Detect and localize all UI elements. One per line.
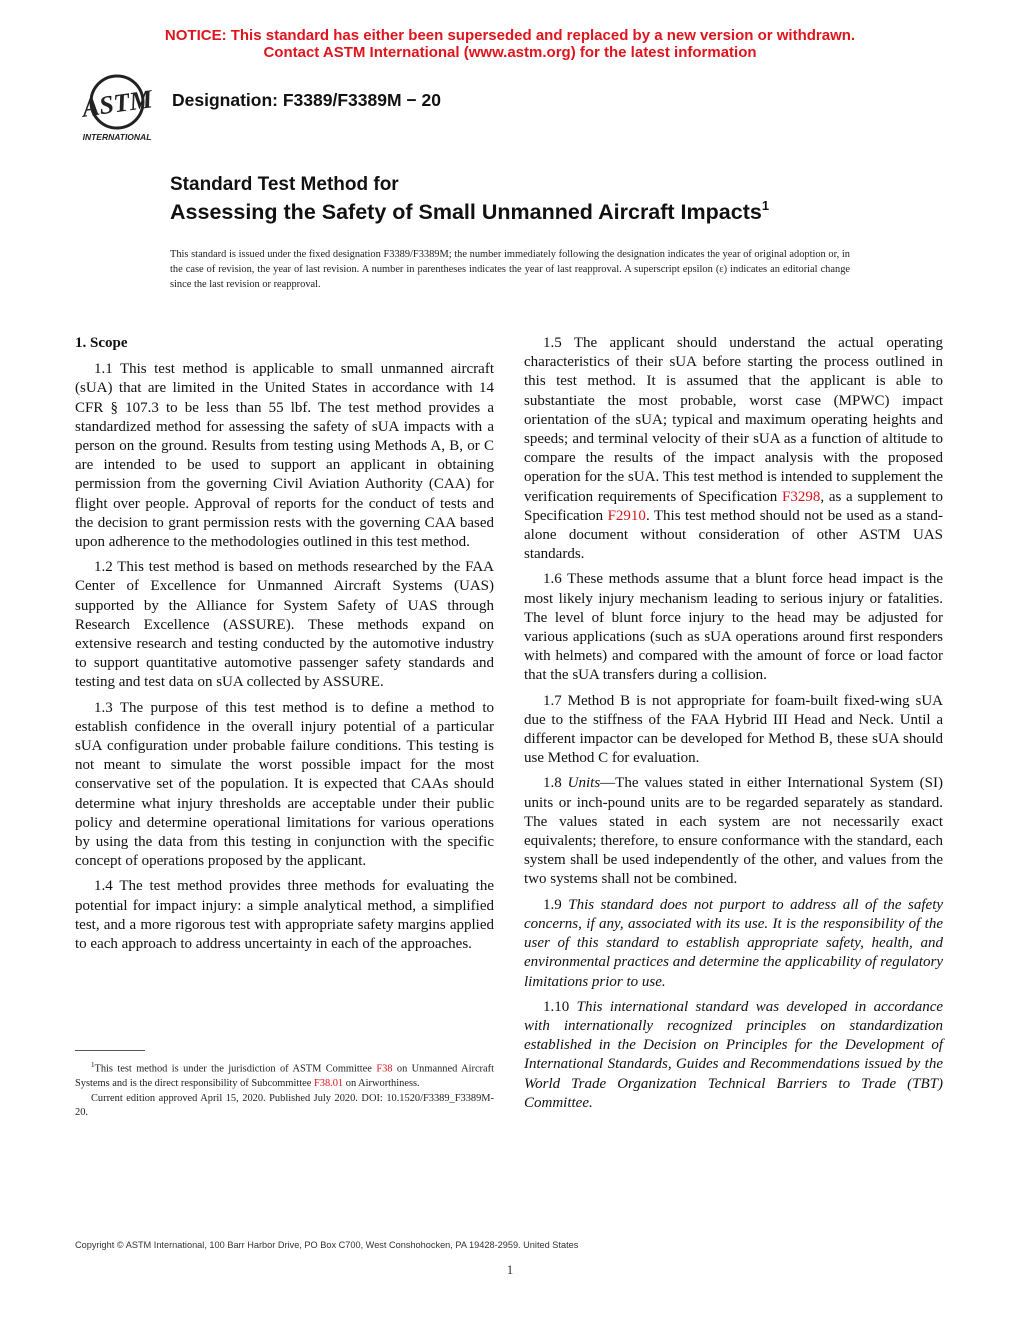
paragraph-1-8-text: —The values stated in either International System (SI) units or inch-pound units are to be regarded separately as standard. The values stated in each system are not necessarily exact equivalents; therefore, to ensure conformance with the standard, each system shall be used independently of the other, and values from the two systems shall not be combined. [524,775,944,888]
designation: Designation: F3389/F3389M − 20 [172,90,441,110]
reference-link-f2910[interactable]: F2910 [607,507,646,524]
paragraph-1-8-number: 1.8 [543,775,562,792]
section-heading-scope: 1. Scope [75,335,128,351]
paragraph-1-7: 1.7 Method B is not appropriate for foam-built fixed-wing sUA due to the stiffness of the FAA Hybrid III Head and Neck. Until a different impactor can be developed for Method B, these sUA should use Method C for evaluation. [524,692,943,767]
footnote-divider [75,1050,145,1051]
paragraph-1-8 [524,774,943,889]
footnote-1-text-c: on Airworthiness. [345,1077,420,1089]
page-number: 1 [506,1262,514,1277]
astm-logo [72,72,162,144]
paragraph-1-10 [524,998,943,1113]
paragraph-1-8-label: Units [567,775,601,792]
reference-link-f38[interactable]: F38 [376,1063,393,1075]
paragraph-1-1: 1.1 This test method is applicable to small unmanned aircraft (sUA) that are limited in the United States in accordance with 14 CFR § 107.3 to be less than 55 lbf. The test method provides a standardized method for assessing the safety of sUA impacts with a person on the ground. Results from testing using Methods A, B, or C are intended to be used to support an applicant in obtaining permission from the governing Civil Aviation Authority (CAA) for flight over people. Approval of reports for the conduct of tests and the decision to grant permission rests with the governing CAA based upon adherence to the methodologies outlined in this test method. [75,361,494,551]
footnote-1-text-a: This test method is under the jurisdiction of ASTM Committee [94,1063,372,1075]
title-footnote-mark: 1 [761,198,770,213]
notice-banner [0,27,1020,61]
logo-caption: INTERNATIONAL [82,132,152,142]
paragraph-1-10-number: 1.10 [543,998,570,1015]
paragraph-1-2: 1.2 This test method is based on methods researched by the FAA Center of Excellence for Unmanned Aircraft Systems (UAS) supported by the Alliance for System Safety of UAS through Research Excellence (ASSURE). These methods expand on extensive research and testing conducted by the automotive industry to support quantitative automotive passenger safety standards and testing and test data on sUA collected by ASSURE. [75,559,494,691]
title-line-2 [170,198,769,225]
reference-link-f38-01[interactable]: F38.01 [313,1077,344,1089]
paragraph-1-5-text-a: 1.5 The applicant should understand the actual operating characteristics of their sUA before starting the process outlined in this test method. It is assumed that the applicant is able to substantiate the most probable, worst case (MPWC) impact orientation of the sUA; typical and maximum operating heights and speeds; and terminal velocity of their sUA as a function of altitude to compare the results of the impact analysis with the proposed operation for the sUA. This test method is intended to supplement the verification requirements of Specification [524,335,943,505]
title-line-1: Standard Test Method for [170,174,399,195]
paragraph-1-6: 1.6 These methods assume that a blunt force head impact is the most likely injury mechanism leading to serious injury or fatalities. The level of blunt force injury to the head may be adjusted for various applications (such as sUA operations around first responders with helmets) and compared with the amount of force or load factor that the sUA transfers during a collision. [524,571,943,684]
issuance-note: This standard is issued under the fixed designation F3389/F3389M; the number immediately following the designation indicates the year of original adoption or, in the case of revision, the year of last revision. A number in parentheses indicates the year of last reapproval. A superscript epsilon (ε) indicates an editorial change since the last revision or reapproval. [170,249,850,290]
logo-mark: ASTM [80,84,155,123]
footnote-1-mark: 1 [91,1061,95,1069]
left-column [75,334,494,960]
paragraph-1-10-text: This international standard was developed in accordance with internationally recognized principles on standardization established in the Decision on Principles for the Development of International Standards, Guides and Recommendations issued by the World Trade Organization Technical Barriers to Trade (TBT) Committee. [524,998,944,1111]
title-text: Assessing the Safety of Small Unmanned Aircraft Impacts [170,200,762,224]
footnote-1 [75,1058,494,1091]
reference-link-f3298[interactable]: F3298 [782,488,821,505]
paragraph-1-9-text: This standard does not purport to address all of the safety concerns, if any, associated with its use. It is the responsibility of the user of this standard to establish appropriate safety, health, and environmental practices and determine the applicability of regulatory limitations prior to use. [524,896,944,990]
footnotes [75,1058,494,1121]
paragraph-1-5 [524,334,943,564]
paragraph-1-3: 1.3 The purpose of this test method is to define a method to establish confidence in the overall injury potential of a particular sUA configuration under probable failure conditions. This testing is not meant to simulate the worst possible impact for the most conservative set of the population. It is expected that CAAs should determine what injury thresholds are acceptable under their public policy and determine operational limitations for various operations by using the data from this testing in conjunction with the specific concept of operations proposed by the applicant. [75,699,494,870]
notice-line-2: Contact ASTM International (www.astm.org) for the latest information [263,44,757,61]
notice-line-1: NOTICE: This standard has either been superseded and replaced by a new version or withdrawn. [164,27,856,44]
footnote-2: Current edition approved April 15, 2020. Published July 2020. DOI: 10.1520/F3389_F3389M-20. [75,1092,494,1119]
footnote-1-text-b: on Unmanned Aircraft Systems and is the direct responsibility of Subcommittee [75,1063,494,1089]
right-column [524,334,943,1119]
paragraph-1-5-text-b: , as a supplement to Specification [524,488,943,524]
paragraph-1-9 [524,896,943,992]
paragraph-1-5-text-c: . This test method should not be used as a stand-alone document without consideration of other ASTM UAS standards. [524,507,944,563]
paragraph-1-4: 1.4 The test method provides three methods for evaluating the potential for impact injury: a simple analytical method, a simplified test, and a more rigorous test with appropriate safety margins applied to each approach to address uncertainty in each of the approaches. [75,878,494,953]
paragraph-1-9-number: 1.9 [543,896,562,913]
copyright-line: Copyright © ASTM International, 100 Barr Harbor Drive, PO Box C700, West Conshohocken, PA 19428-2959. United States [75,1240,579,1250]
